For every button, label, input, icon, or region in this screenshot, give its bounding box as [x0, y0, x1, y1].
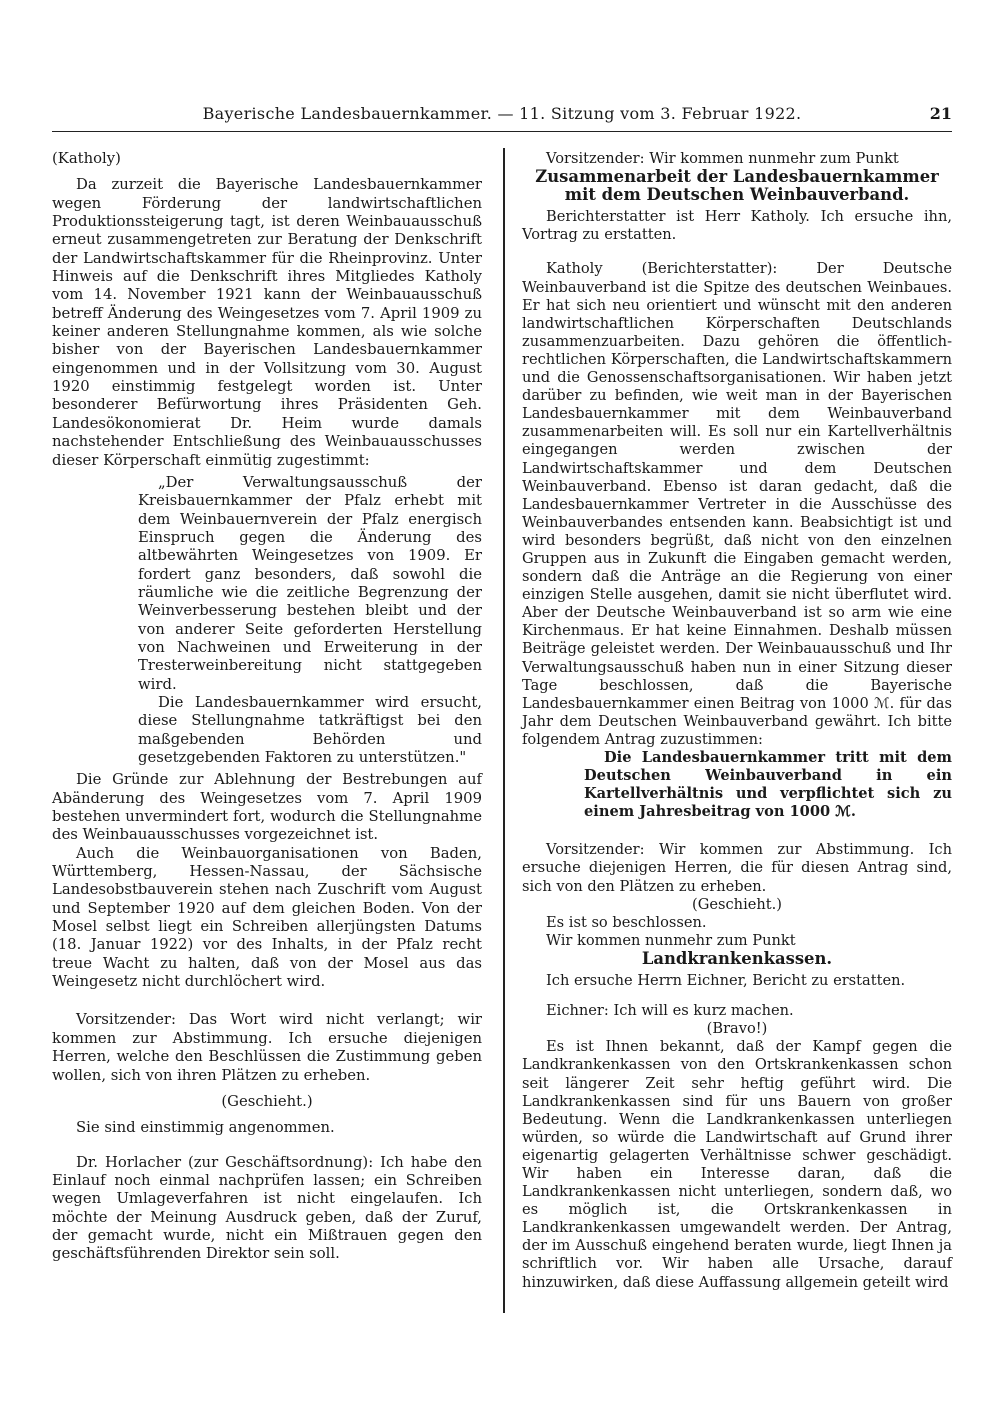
paragraph: Berichterstatter ist Herr Katholy. Ich ersuche ihn, Vortrag zu erstatten. — [522, 208, 952, 244]
section-heading: Zusammenarbeit der Landesbauernkammer mit dem Deutschen Weinbauverband. — [535, 167, 939, 205]
stage-note: (Bravo!) — [706, 1020, 768, 1038]
paragraph: Vorsitzender: Wir kommen nunmehr zum Punkt — [546, 150, 899, 167]
paragraph: Auch die Weinbauorganisationen von Baden, Württemberg, Hessen-Nassau, der Sächsische Landesobstbauverein stehen nach Zuschrift vom August und September 1920 auf dem gleichen Boden. Von der Mosel selbst liegt ein Schreiben allerjüngsten Datums (18. Januar 1922) vor des Inhalts, in der Pfalz recht treue Wacht zu halten, daß von der Mosel aus das Weingesetz nicht durchlöchert wird. — [52, 844, 482, 991]
paragraph: Sie sind einstimmig angenommen. — [76, 1119, 335, 1137]
paragraph: Es ist so beschlossen. — [546, 913, 707, 931]
paragraph: Da zurzeit die Bayerische Landesbauernkammer wegen Förderung der landwirtschaftlichen Produktionssteigerung tagt, ist deren Weinbauausschuß erneut zusammengetreten zur Beratung der Denkschrift der Landwirtschaftskammer für die Rheinprovinz. Unter Hinweis auf die Denkschrift ihres Mitgliedes Katholy vom 14. November 1921 kann der Weinbauausschuß betreff Änderung des Weingesetzes vom 7. April 1909 zu keiner anderen Stellungnahme kommen, als wie solche bisher von der Bayerischen Landesbauernkammer eingenommen und in der Vollsitzung vom 30. August 1920 einstimmig festgelegt worden ist. Unter besonderer Befürwortung ihres Präsidenten Geh. Landesökonomierat Dr. Heim wurde damals nachstehender Entschließung des Weinbauausschusses dieser Körperschaft einmütig zugestimmt: — [52, 176, 482, 469]
paragraph: Eichner: Ich will es kurz machen. — [546, 1002, 794, 1020]
running-header — [52, 104, 952, 128]
stage-note: (Geschieht.) — [221, 1092, 313, 1110]
paragraph: Katholy (Berichterstatter): Der Deutsche Weinbauverband ist die Spitze des deutschen Weinbaues. Er hat sich neu orientiert und wünscht mit den anderen landwirtschaftlichen Körperschaften Deutschlands zusammenzuarbeiten. Dazu gehören die öffentlich-rechtlichen Körperschaften, die Landwirtschaftskammern und die Genossenschaftsorganisationen. Wir haben jetzt darüber zu befinden, wie weit man in der Bayerischen Landesbauernkammer mit dem Weinbauverband zusammenarbeiten will. Es soll nur ein Kartellverhältnis eingegangen werden zwischen der Landwirtschaftskammer und dem Deutschen Weinbauverband. Ebenso ist daran gedacht, daß die Landesbauernkammer Vertreter in die Ausschüsse des Weinbauverbandes entsenden kann. Beabsichtigt ist und wird besonders begrüßt, daß nicht von den einzelnen Gruppen aus in Zukunft die Eingaben gemacht werden, sondern daß die Anträge an die Regierung von einer einzigen Stelle ausgehen, damit sie nicht überflutet wird. Aber der Deutsche Weinbauverband ist so arm wie eine Kirchenmaus. Er hat keine Einnahmen. Deshalb müssen Beiträge geleistet werden. Der Weinbauausschuß und Ihr Verwaltungsausschuß haben nun in einer Sitzung dieser Tage beschlossen, daß die Bayerische Landesbauernkammer einen Beitrag von 1000 ℳ. für das Jahr dem Deutschen Weinbauverband gewährt. Ich bitte folgendem Antrag zuzustimmen: — [522, 260, 952, 748]
paragraph: Ich ersuche Herrn Eichner, Bericht zu erstatten. — [546, 972, 906, 990]
right-column — [522, 150, 952, 1292]
paragraph: Vorsitzender: Wir kommen zur Abstimmung. Ich ersuche diejenigen Herren, die für diesen Antrag sind, sich von den Plätzen zu erheben. — [522, 841, 952, 895]
section-heading: Landkrankenkassen. — [641, 948, 833, 968]
page-number: 21 — [929, 104, 952, 123]
paragraph: Es ist Ihnen bekannt, daß der Kampf gegen die Landkrankenkassen von den Ortskrankenkassen schon seit längerer Zeit sehr heftig geführt wird. Die Landkrankenkassen sind für uns Bauern von großer Bedeutung. Wenn die Landkrankenkassen unterliegen würden, so würde die Landwirtschaft auf Grund ihrer eigenartig gelagerten Verhältnisse schwer geschädigt. Wir haben ein Interesse daran, daß die Landkrankenkassen nicht unterliegen, sondern daß, wo es möglich ist, die Ortskrankenkassen in Landkrankenkassen umgewandelt werden. Der Antrag, der im Ausschuß eingehend beraten wurde, liegt Ihnen ja schriftlich vor. Wir haben alle Ursache, darauf hinzuwirken, daß diese Auffassung allgemein geteilt wird — [522, 1038, 952, 1291]
header-rule — [52, 131, 952, 132]
paragraph: Dr. Horlacher (zur Geschäftsordnung): Ich habe den Einlauf noch einmal nachprüfen lassen; ein Schreiben wegen Umlageverfahren ist nicht eingelaufen. Ich möchte der Meinung Ausdruck geben, daß der Zuruf, der gemacht wurde, nicht ein Mißtrauen gegen den geschäftsführenden Direktor sein soll. — [52, 1153, 482, 1263]
left-column — [52, 150, 482, 1264]
stage-note: (Geschieht.) — [692, 895, 782, 913]
paragraph: Die Gründe zur Ablehnung der Bestrebungen auf Abänderung des Weingesetzes vom 7. April 1909 bestehen unvermindert fort, wodurch die Stellungnahme des Weinbauausschusses vorgezeichnet ist. — [52, 771, 482, 844]
quote-paragraph: „Der Verwaltungsausschuß der Kreisbauernkammer der Pfalz erhebt mit dem Weinbauernverein der Pfalz energisch Einspruch gegen die Änderung des altbewährten Weingesetzes von 1909. Er fordert ganz besonders, daß sowohl die räumliche wie die zeitliche Begrenzung der Weinverbesserung bestehen bleibt und der von anderer Seite geforderten Herstellung von Nachweinen und Erweiterung in der Tresterweinbereitung nicht stattgegeben wird. — [138, 473, 482, 693]
motion-text: Die Landesbauernkammer tritt mit dem Deutschen Weinbauverband in ein Kartellverhältnis und verpflichtet sich zu einem Jahresbeitrag von 1000 ℳ. — [584, 749, 952, 821]
speaker-tag: (Katholy) — [52, 150, 121, 167]
quote-paragraph: Die Landesbauernkammer wird ersucht, diese Stellungnahme tatkräftigst bei den maßgebenden Behörden und gesetzgebenden Faktoren zu unterstützen." — [138, 693, 482, 766]
paragraph: Wir kommen nunmehr zum Punkt — [546, 931, 796, 949]
header-title: Bayerische Landesbauernkammer. — 11. Sitzung vom 3. Februar 1922. — [202, 104, 802, 123]
column-divider — [503, 148, 505, 1313]
paragraph: Vorsitzender: Das Wort wird nicht verlangt; wir kommen zur Abstimmung. Ich ersuche diejenigen Herren, welche den Beschlüssen die Zustimmung geben wollen, sich von ihren Plätzen zu erheben. — [52, 1011, 482, 1084]
